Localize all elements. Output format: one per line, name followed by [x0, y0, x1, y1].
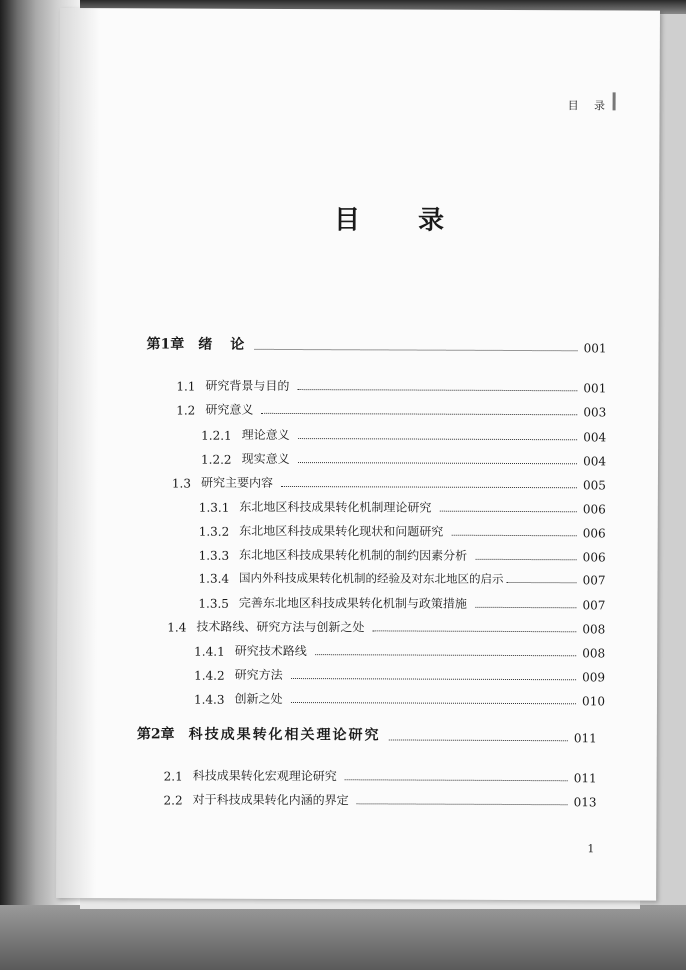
- toc-number: 2.2: [163, 793, 183, 808]
- toc-text: 东北地区科技成果转化现状和问题研究: [239, 523, 444, 539]
- toc-page: 001: [583, 341, 607, 356]
- toc-number: 2.1: [163, 769, 183, 784]
- toc-entry: [201, 450, 606, 469]
- toc-leader: [261, 413, 577, 415]
- toc-entry: [199, 546, 606, 565]
- toc-number: 1.3.5: [198, 596, 229, 611]
- page-number: 1: [587, 842, 595, 856]
- toc-leader: [451, 535, 577, 537]
- toc-number: 1.4.2: [194, 668, 225, 683]
- toc-entry: [137, 723, 597, 745]
- toc-number: 1.3.3: [198, 548, 230, 563]
- toc-page: 005: [582, 478, 606, 493]
- toc-entry: [172, 473, 606, 492]
- toc-entry: [146, 333, 606, 355]
- toc-page: 013: [573, 795, 597, 810]
- toc-text: 完善东北地区科技成果转化机制与政策措施: [238, 595, 467, 611]
- toc-text: 绪 论: [198, 336, 247, 353]
- toc-leader: [475, 607, 577, 608]
- toc-leader: [315, 654, 577, 656]
- page-gutter-shade: [56, 8, 100, 898]
- toc-page: 006: [582, 526, 606, 541]
- toc-page: 003: [583, 405, 607, 420]
- toc-number: 1.4: [167, 620, 187, 635]
- toc-text: 研究意义: [205, 402, 254, 417]
- toc-text: 东北地区科技成果转化机制的制约因素分析: [239, 547, 468, 563]
- toc-page: 009: [582, 670, 606, 685]
- toc-number: 第2章: [136, 726, 175, 743]
- toc-leader: [389, 739, 568, 741]
- toc-text: 理论意义: [241, 427, 290, 443]
- toc-page: 006: [582, 502, 606, 517]
- toc-entry: [194, 666, 605, 685]
- toc-entry: [198, 594, 605, 613]
- toc-leader: [372, 630, 576, 632]
- toc-leader: [254, 349, 577, 351]
- toc-entry: [199, 498, 606, 517]
- toc-page: 011: [573, 731, 597, 746]
- toc-number: 1.3.4: [198, 571, 230, 586]
- toc-text: 创新之处: [234, 691, 283, 706]
- toc-page: 004: [583, 454, 607, 469]
- toc-leader: [345, 779, 568, 781]
- toc-page: 004: [583, 430, 607, 445]
- toc-page: 007: [582, 598, 606, 613]
- toc-entry: [194, 690, 605, 709]
- toc-page: 008: [582, 622, 606, 637]
- toc-text: 研究背景与目的: [205, 378, 290, 394]
- toc-entry: [199, 522, 606, 541]
- page-title: 目 录: [334, 205, 461, 236]
- toc-entry: [164, 766, 597, 785]
- toc-entry: [164, 790, 597, 809]
- toc-number: 1.4.3: [193, 692, 225, 707]
- toc-entry: [198, 570, 605, 588]
- toc-text: 对于科技成果转化内涵的界定: [192, 792, 349, 808]
- toc-leader: [439, 511, 577, 513]
- toc-page: 007: [582, 573, 606, 588]
- toc-leader: [475, 559, 577, 560]
- toc-leader: [291, 678, 577, 680]
- toc-leader: [297, 389, 577, 391]
- toc-number: 1.3: [171, 476, 192, 491]
- toc-entry: [194, 642, 605, 661]
- toc-number: 1.2: [176, 403, 196, 418]
- toc-text: 科技成果转化相关理论研究: [188, 726, 381, 744]
- toc-entry: [201, 426, 606, 445]
- toc-leader: [291, 702, 577, 704]
- toc-text: 研究技术路线: [234, 643, 307, 659]
- toc-text: 国内外科技成果转化机制的经验及对东北地区的启示: [239, 570, 504, 586]
- toc-text: 研究方法: [234, 667, 283, 682]
- toc-entry: [176, 377, 606, 396]
- toc-number: 1.2.2: [201, 452, 232, 467]
- toc-number: 1.4.1: [194, 644, 225, 659]
- toc-number: 1.3.2: [198, 524, 230, 539]
- toc-page: 010: [582, 694, 606, 709]
- running-head: 目 录: [567, 99, 612, 113]
- toc-number: 1.3.1: [198, 500, 230, 515]
- toc-leader: [357, 803, 568, 805]
- book-page: [56, 8, 660, 901]
- toc-page: 006: [582, 550, 606, 565]
- toc-leader: [298, 438, 578, 440]
- toc-leader: [507, 582, 577, 583]
- toc-text: 东北地区科技成果转化机制理论研究: [239, 499, 432, 515]
- toc-page: 001: [583, 381, 607, 396]
- toc-page: 008: [582, 646, 606, 661]
- toc-leader: [281, 486, 577, 488]
- scan-border-bottom: [0, 905, 686, 970]
- toc-text: 研究主要内容: [200, 475, 274, 490]
- toc-entry: [176, 401, 606, 420]
- toc-text: 现实意义: [241, 451, 290, 467]
- toc-text: 科技成果转化宏观理论研究: [192, 768, 337, 784]
- toc-text: 技术路线、研究方法与创新之处: [196, 619, 365, 635]
- running-head-bar: [613, 92, 616, 110]
- toc-number: 1.1: [176, 379, 196, 394]
- toc-leader: [298, 462, 578, 464]
- toc-number: 1.2.1: [201, 428, 232, 443]
- toc-number: 第1章: [146, 336, 185, 353]
- toc-page: 011: [573, 771, 597, 786]
- toc-entry: [167, 617, 605, 636]
